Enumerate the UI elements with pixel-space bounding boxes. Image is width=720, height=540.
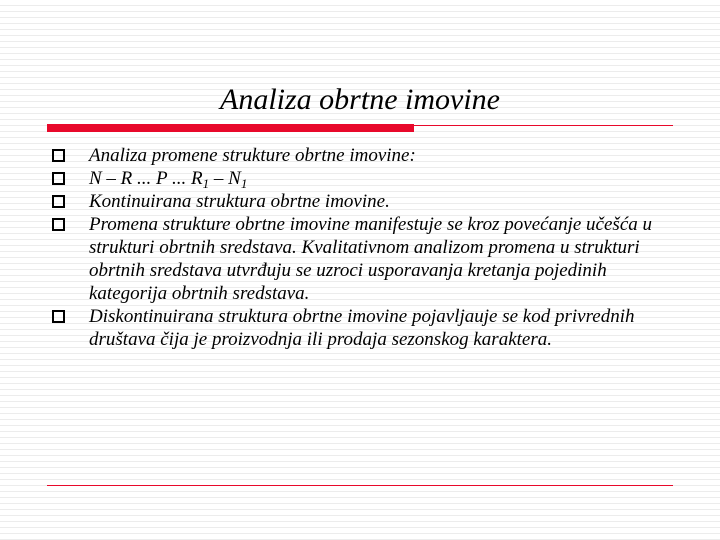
bullet-text: Kontinuirana struktura obrtne imovine. — [89, 191, 390, 212]
bullet-item-4 — [52, 213, 652, 305]
bullet-item-3 — [52, 190, 652, 213]
hollow-square-bullet-icon — [52, 218, 65, 231]
hollow-square-bullet-icon — [52, 195, 65, 208]
footer-rule — [47, 485, 673, 486]
hollow-square-bullet-icon — [52, 149, 65, 162]
formula — [89, 168, 247, 189]
bullet-item-1 — [52, 144, 652, 167]
bullet-text: Diskontinuirana struktura obrtne imovine pojavljauje se kod privrednih društava čija je proizvodnja ili prodaja sezonskog karaktera. — [89, 306, 635, 350]
title-underline-thick — [47, 124, 414, 132]
bullet-list — [52, 144, 652, 351]
slide-title: Analiza obrtne imovine — [220, 83, 500, 116]
bullet-text: Analiza promene strukture obrtne imovine: — [89, 145, 416, 166]
title-underline-thin — [414, 125, 673, 126]
bullet-text: Promena strukture obrtne imovine manifestuje se kroz povećanje učešća u strukturi obrtnih sredstava. Kvalitativnom analizom promena u strukturi obrtnih sredstava utvrđuju se uzroci usporavanja kretanja pojedinih kategorija obrtnih sredstava. — [89, 214, 652, 304]
formula-part-1: N – R ... P ... R — [89, 168, 203, 189]
hollow-square-bullet-icon — [52, 310, 65, 323]
bullet-item-2 — [52, 167, 652, 190]
formula-part-2: – N — [209, 168, 241, 189]
bullet-item-5 — [52, 305, 652, 351]
formula-subscript-2: 1 — [240, 176, 248, 191]
formula-subscript-1: 1 — [202, 176, 210, 191]
hollow-square-bullet-icon — [52, 172, 65, 185]
